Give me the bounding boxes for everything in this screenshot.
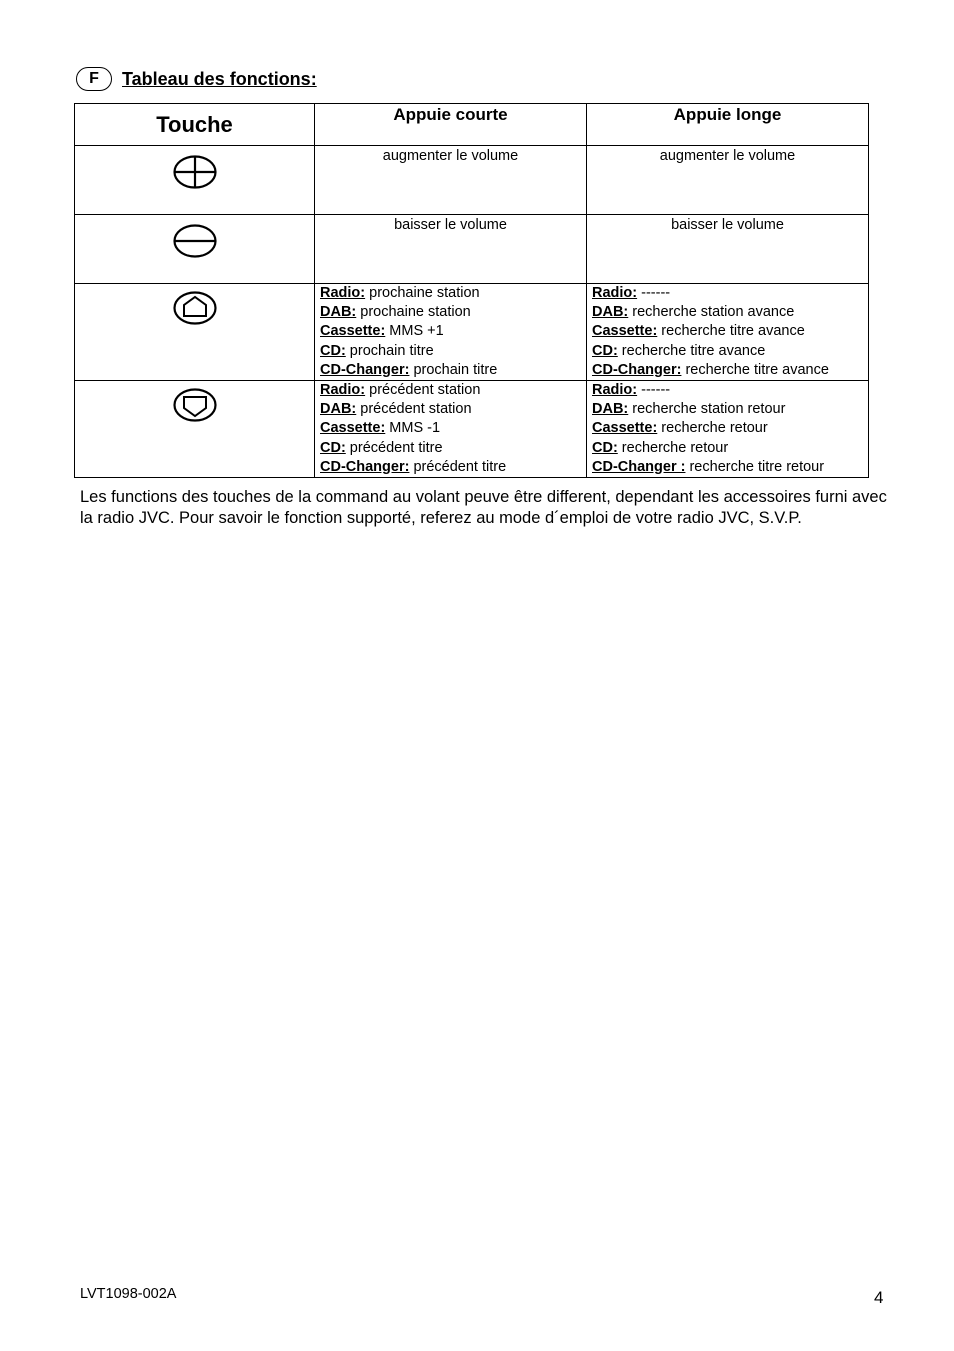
document-code: LVT1098-002A bbox=[80, 1286, 177, 1302]
long-press-cell: augmenter le volume bbox=[587, 146, 869, 215]
list-item: Cassette: MMS +1 bbox=[320, 323, 444, 340]
plus-circle-icon bbox=[173, 155, 217, 189]
short-press-cell: augmenter le volume bbox=[315, 146, 587, 215]
table-header-row bbox=[75, 104, 869, 146]
list-item: Radio: prochaine station bbox=[320, 285, 480, 301]
function-table bbox=[74, 103, 869, 478]
icon-cell bbox=[75, 146, 315, 215]
list-item: Radio: précédent station bbox=[320, 382, 481, 399]
list-item: Cassette: recherche retour bbox=[592, 420, 768, 437]
icon-cell bbox=[75, 284, 315, 381]
icon-cell bbox=[75, 215, 315, 284]
list-item: DAB: recherche station retour bbox=[592, 401, 786, 418]
table-row bbox=[75, 215, 869, 284]
short-press-cell bbox=[315, 284, 587, 381]
column-header-short: Appuie courte bbox=[315, 104, 587, 146]
list-item: Radio: ------ bbox=[592, 382, 671, 399]
list-item: CD: précédent titre bbox=[320, 439, 443, 456]
short-press-cell: baisser le volume bbox=[315, 215, 587, 284]
table-row bbox=[75, 284, 869, 381]
language-badge: F bbox=[76, 67, 112, 91]
short-press-cell bbox=[315, 381, 587, 478]
icon-cell bbox=[75, 381, 315, 478]
list-item: Radio: ------ bbox=[592, 285, 671, 301]
list-item: CD-Changer: prochain titre bbox=[320, 361, 498, 378]
list-item: CD-Changer : recherche titre retour bbox=[592, 458, 825, 475]
list-item: CD: prochain titre bbox=[320, 342, 434, 359]
list-item: CD: recherche titre avance bbox=[592, 342, 766, 359]
page-number: 4 bbox=[874, 1288, 884, 1307]
list-item: CD-Changer: recherche titre avance bbox=[592, 361, 829, 378]
list-item: CD: recherche retour bbox=[592, 439, 729, 456]
long-press-cell bbox=[587, 284, 869, 381]
list-item: DAB: recherche station avance bbox=[592, 304, 795, 321]
table-row bbox=[75, 146, 869, 215]
list-item: Cassette: recherche titre avance bbox=[592, 323, 805, 340]
long-press-cell bbox=[587, 381, 869, 478]
minus-circle-icon bbox=[173, 224, 217, 258]
column-header-long: Appuie longe bbox=[587, 104, 869, 146]
long-press-cell: baisser le volume bbox=[587, 215, 869, 284]
list-item: DAB: précédent station bbox=[320, 401, 472, 418]
down-arrow-circle-icon bbox=[173, 388, 217, 422]
table-row bbox=[75, 381, 869, 478]
section-title: Tableau des fonctions: bbox=[122, 68, 317, 89]
section-header bbox=[76, 66, 317, 92]
note-paragraph: Les functions des touches de la command au volant peuve être different, dependant les accessoires furni avec la radio JVC. Pour savoir le fonction supporté, referez au mode d´emploi de votre radio JVC, S.V.P. bbox=[80, 488, 887, 527]
list-item: CD-Changer: précédent titre bbox=[320, 458, 507, 475]
list-item: Cassette: MMS -1 bbox=[320, 420, 441, 437]
list-item: DAB: prochaine station bbox=[320, 304, 471, 321]
column-header-touche: Touche bbox=[75, 104, 315, 146]
up-arrow-circle-icon bbox=[173, 291, 217, 325]
